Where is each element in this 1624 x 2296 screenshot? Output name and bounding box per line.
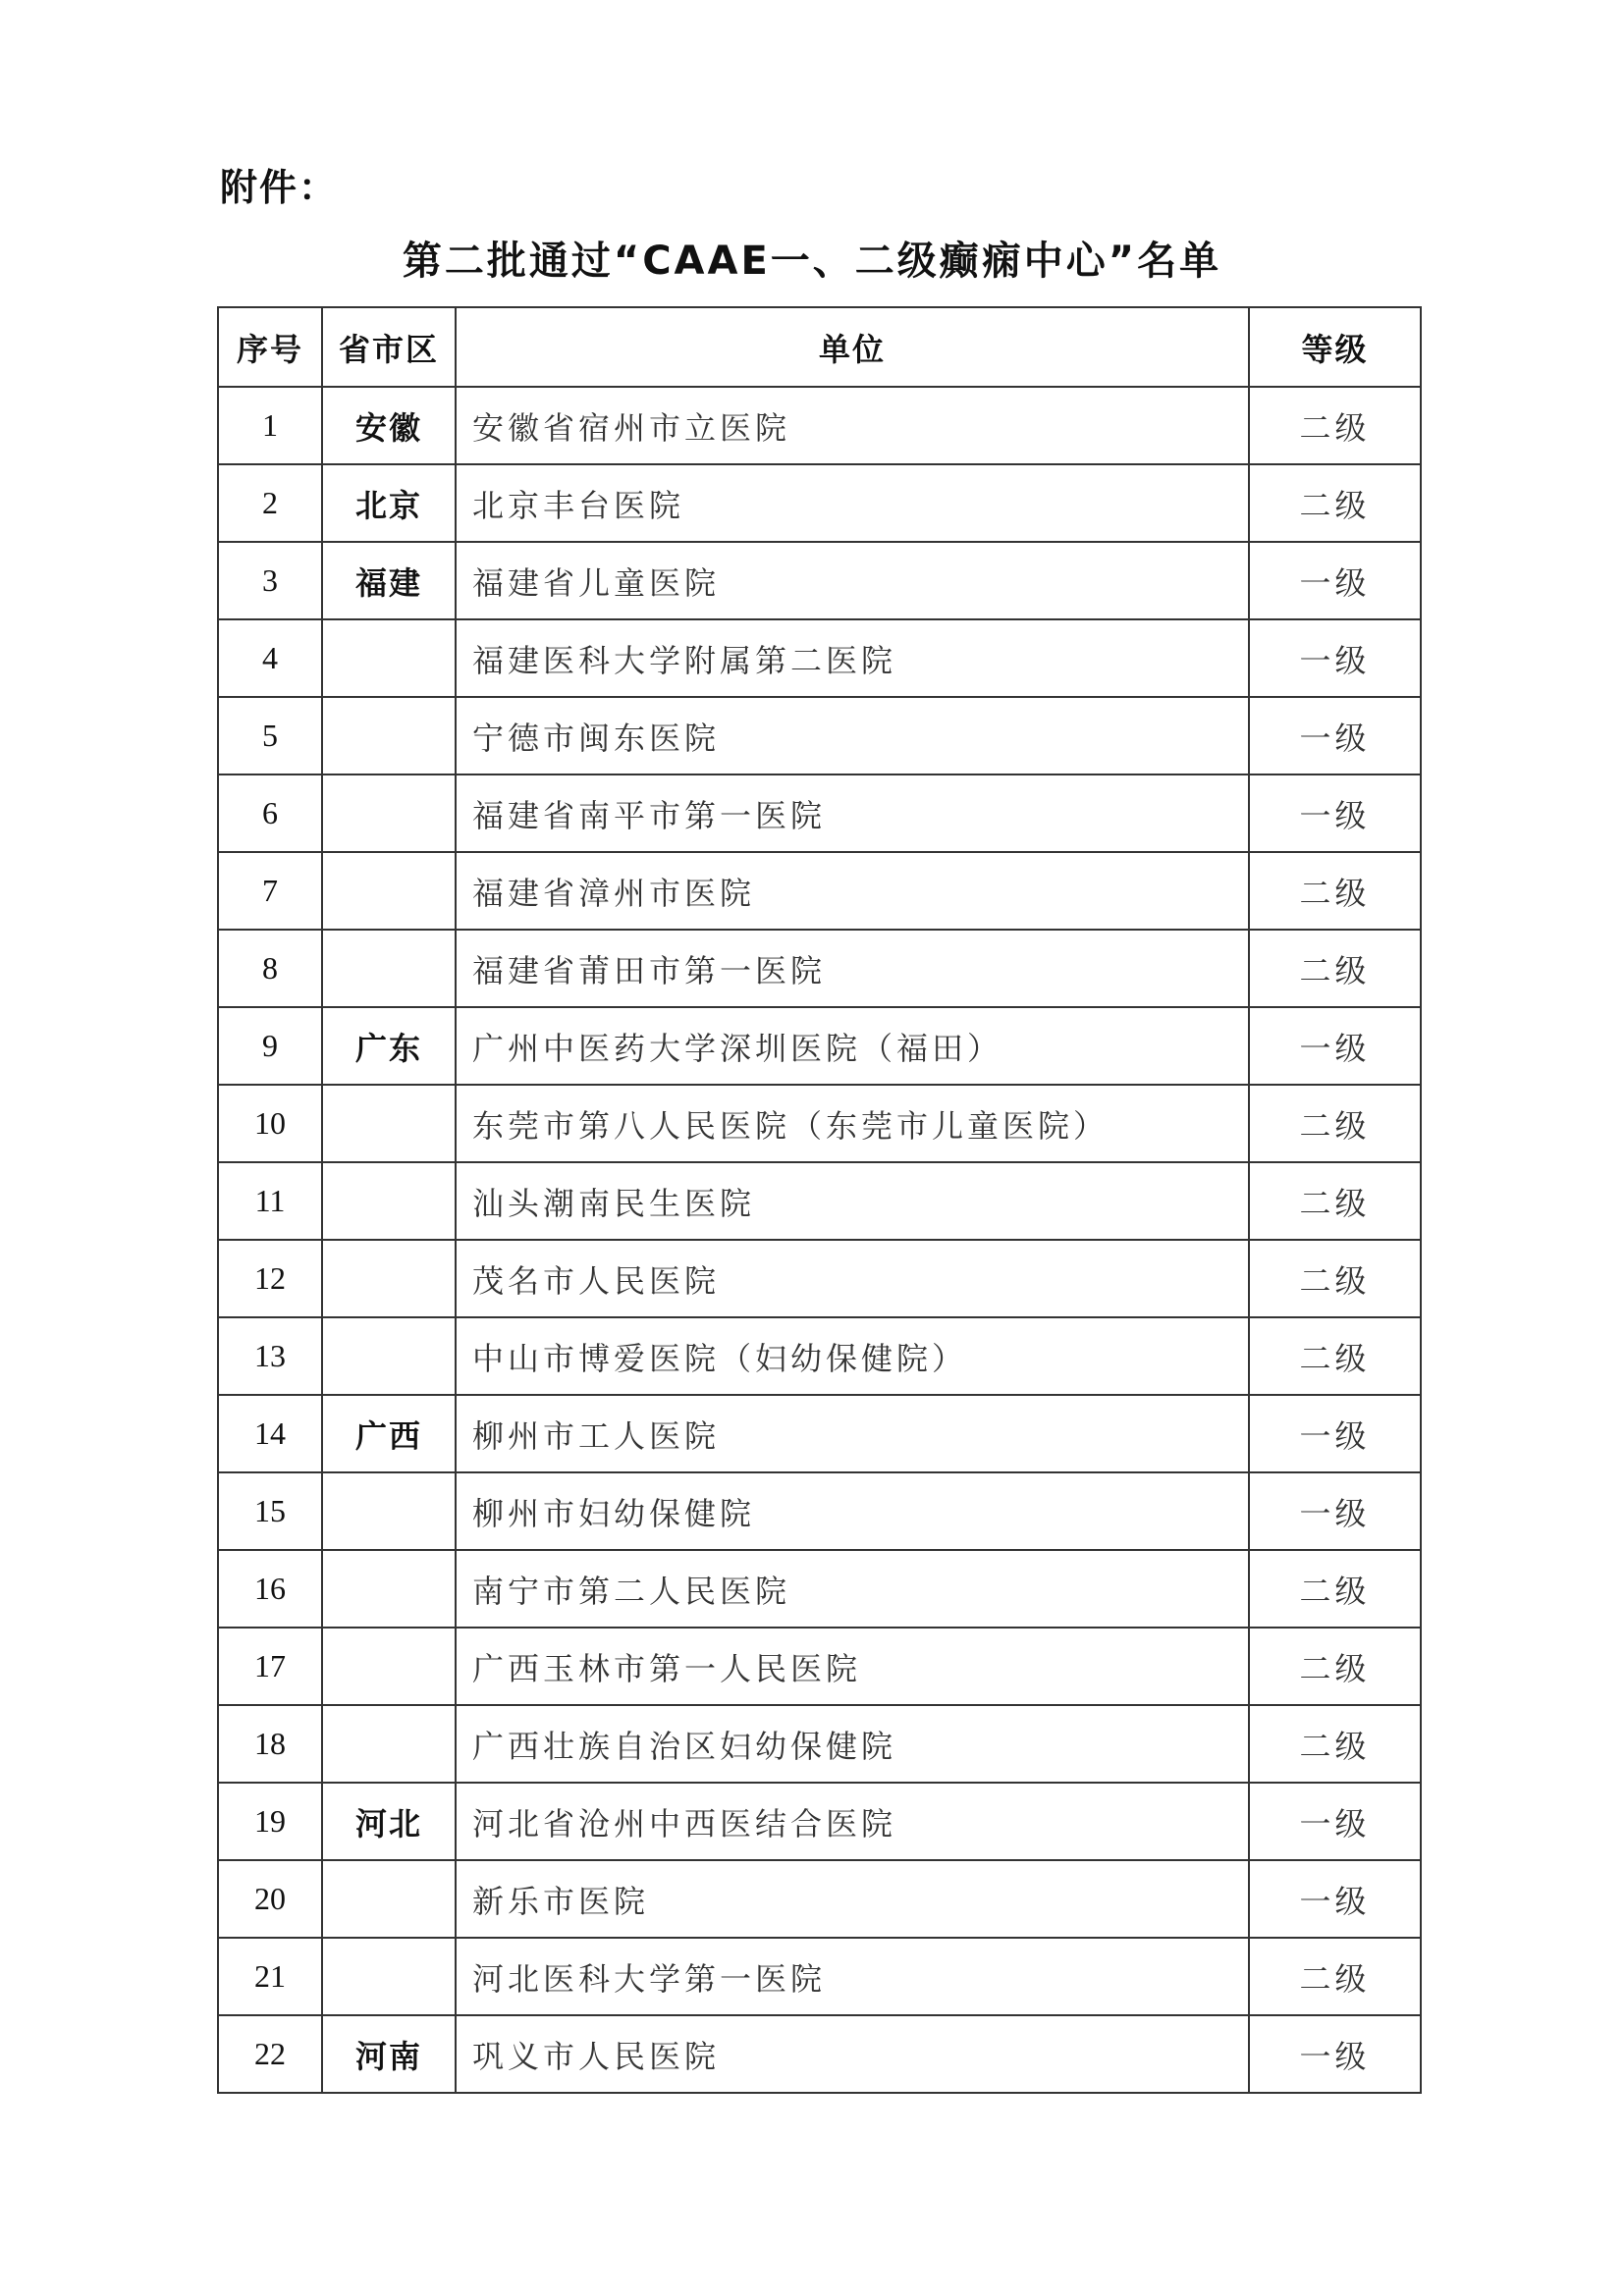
row-unit: 柳州市妇幼保健院 [456, 1472, 1249, 1550]
table-row [218, 1085, 1421, 1162]
row-level: 一级 [1249, 1395, 1421, 1472]
row-province [322, 852, 456, 930]
row-level: 二级 [1249, 1085, 1421, 1162]
row-province [322, 774, 456, 852]
row-unit: 福建省儿童医院 [456, 542, 1249, 619]
row-unit: 中山市博爱医院（妇幼保健院） [456, 1317, 1249, 1395]
row-level: 二级 [1249, 1938, 1421, 2015]
row-level: 二级 [1249, 1628, 1421, 1705]
row-level: 一级 [1249, 1007, 1421, 1085]
row-province [322, 619, 456, 697]
row-number: 11 [218, 1162, 322, 1240]
row-province [322, 1240, 456, 1317]
table-row [218, 1628, 1421, 1705]
table-row [218, 852, 1421, 930]
row-unit: 河北医科大学第一医院 [456, 1938, 1249, 2015]
row-unit: 河北省沧州中西医结合医院 [456, 1783, 1249, 1860]
table-row [218, 1783, 1421, 1860]
row-level: 二级 [1249, 1317, 1421, 1395]
row-number: 19 [218, 1783, 322, 1860]
header-no: 序号 [218, 307, 322, 387]
row-province [322, 1472, 456, 1550]
table-body [218, 387, 1421, 2093]
table-row [218, 930, 1421, 1007]
row-level: 二级 [1249, 852, 1421, 930]
row-number: 6 [218, 774, 322, 852]
row-level: 二级 [1249, 464, 1421, 542]
row-unit: 茂名市人民医院 [456, 1240, 1249, 1317]
row-province [322, 1705, 456, 1783]
row-province: 广西 [322, 1395, 456, 1472]
row-level: 一级 [1249, 1860, 1421, 1938]
header-unit: 单位 [456, 307, 1249, 387]
row-level: 一级 [1249, 774, 1421, 852]
row-level: 二级 [1249, 1705, 1421, 1783]
table-row [218, 1162, 1421, 1240]
row-number: 5 [218, 697, 322, 774]
row-province: 北京 [322, 464, 456, 542]
row-number: 4 [218, 619, 322, 697]
row-province [322, 1938, 456, 2015]
table-row [218, 542, 1421, 619]
row-number: 22 [218, 2015, 322, 2093]
row-unit: 新乐市医院 [456, 1860, 1249, 1938]
row-unit: 巩义市人民医院 [456, 2015, 1249, 2093]
table-row [218, 1472, 1421, 1550]
row-province [322, 697, 456, 774]
header-province: 省市区 [322, 307, 456, 387]
row-number: 9 [218, 1007, 322, 1085]
row-province [322, 930, 456, 1007]
row-level: 二级 [1249, 930, 1421, 1007]
row-unit: 安徽省宿州市立医院 [456, 387, 1249, 464]
row-number: 3 [218, 542, 322, 619]
row-province: 河北 [322, 1783, 456, 1860]
row-number: 12 [218, 1240, 322, 1317]
table-row [218, 387, 1421, 464]
row-number: 10 [218, 1085, 322, 1162]
table-row [218, 1705, 1421, 1783]
row-level: 一级 [1249, 542, 1421, 619]
row-level: 二级 [1249, 1240, 1421, 1317]
row-province [322, 1085, 456, 1162]
hospital-list-table [217, 306, 1422, 2094]
row-level: 二级 [1249, 387, 1421, 464]
row-level: 一级 [1249, 697, 1421, 774]
row-number: 17 [218, 1628, 322, 1705]
row-unit: 柳州市工人医院 [456, 1395, 1249, 1472]
row-province [322, 1860, 456, 1938]
table-row [218, 1550, 1421, 1628]
row-number: 21 [218, 1938, 322, 2015]
row-unit: 北京丰台医院 [456, 464, 1249, 542]
row-unit: 福建省莆田市第一医院 [456, 930, 1249, 1007]
row-number: 2 [218, 464, 322, 542]
table-header-row [218, 307, 1421, 387]
table-row [218, 1240, 1421, 1317]
row-province [322, 1550, 456, 1628]
row-province: 安徽 [322, 387, 456, 464]
row-province [322, 1162, 456, 1240]
row-unit: 福建省漳州市医院 [456, 852, 1249, 930]
table-row [218, 1395, 1421, 1472]
row-unit: 广西壮族自治区妇幼保健院 [456, 1705, 1249, 1783]
row-unit: 汕头潮南民生医院 [456, 1162, 1249, 1240]
row-province [322, 1317, 456, 1395]
row-unit: 东莞市第八人民医院（东莞市儿童医院） [456, 1085, 1249, 1162]
row-level: 二级 [1249, 1162, 1421, 1240]
row-unit: 广西玉林市第一人民医院 [456, 1628, 1249, 1705]
row-unit: 福建省南平市第一医院 [456, 774, 1249, 852]
row-level: 二级 [1249, 1550, 1421, 1628]
row-level: 一级 [1249, 1783, 1421, 1860]
row-unit: 宁德市闽东医院 [456, 697, 1249, 774]
document-title: 第二批通过“CAAE一、二级癫痫中心”名单 [402, 239, 1222, 284]
table-row [218, 2015, 1421, 2093]
table-row [218, 619, 1421, 697]
row-number: 7 [218, 852, 322, 930]
row-number: 18 [218, 1705, 322, 1783]
row-number: 8 [218, 930, 322, 1007]
header-level: 等级 [1249, 307, 1421, 387]
table-row [218, 774, 1421, 852]
row-number: 20 [218, 1860, 322, 1938]
table-row [218, 697, 1421, 774]
row-number: 14 [218, 1395, 322, 1472]
row-number: 13 [218, 1317, 322, 1395]
table-row [218, 1938, 1421, 2015]
row-unit: 南宁市第二人民医院 [456, 1550, 1249, 1628]
row-province [322, 1628, 456, 1705]
row-province: 广东 [322, 1007, 456, 1085]
row-province: 河南 [322, 2015, 456, 2093]
row-number: 16 [218, 1550, 322, 1628]
attachment-label: 附件： [220, 166, 339, 209]
row-level: 一级 [1249, 1472, 1421, 1550]
row-unit: 广州中医药大学深圳医院（福田） [456, 1007, 1249, 1085]
row-province: 福建 [322, 542, 456, 619]
row-level: 一级 [1249, 619, 1421, 697]
row-level: 一级 [1249, 2015, 1421, 2093]
row-number: 15 [218, 1472, 322, 1550]
table-row [218, 1007, 1421, 1085]
row-number: 1 [218, 387, 322, 464]
row-unit: 福建医科大学附属第二医院 [456, 619, 1249, 697]
table-row [218, 1860, 1421, 1938]
table-row [218, 464, 1421, 542]
table-row [218, 1317, 1421, 1395]
